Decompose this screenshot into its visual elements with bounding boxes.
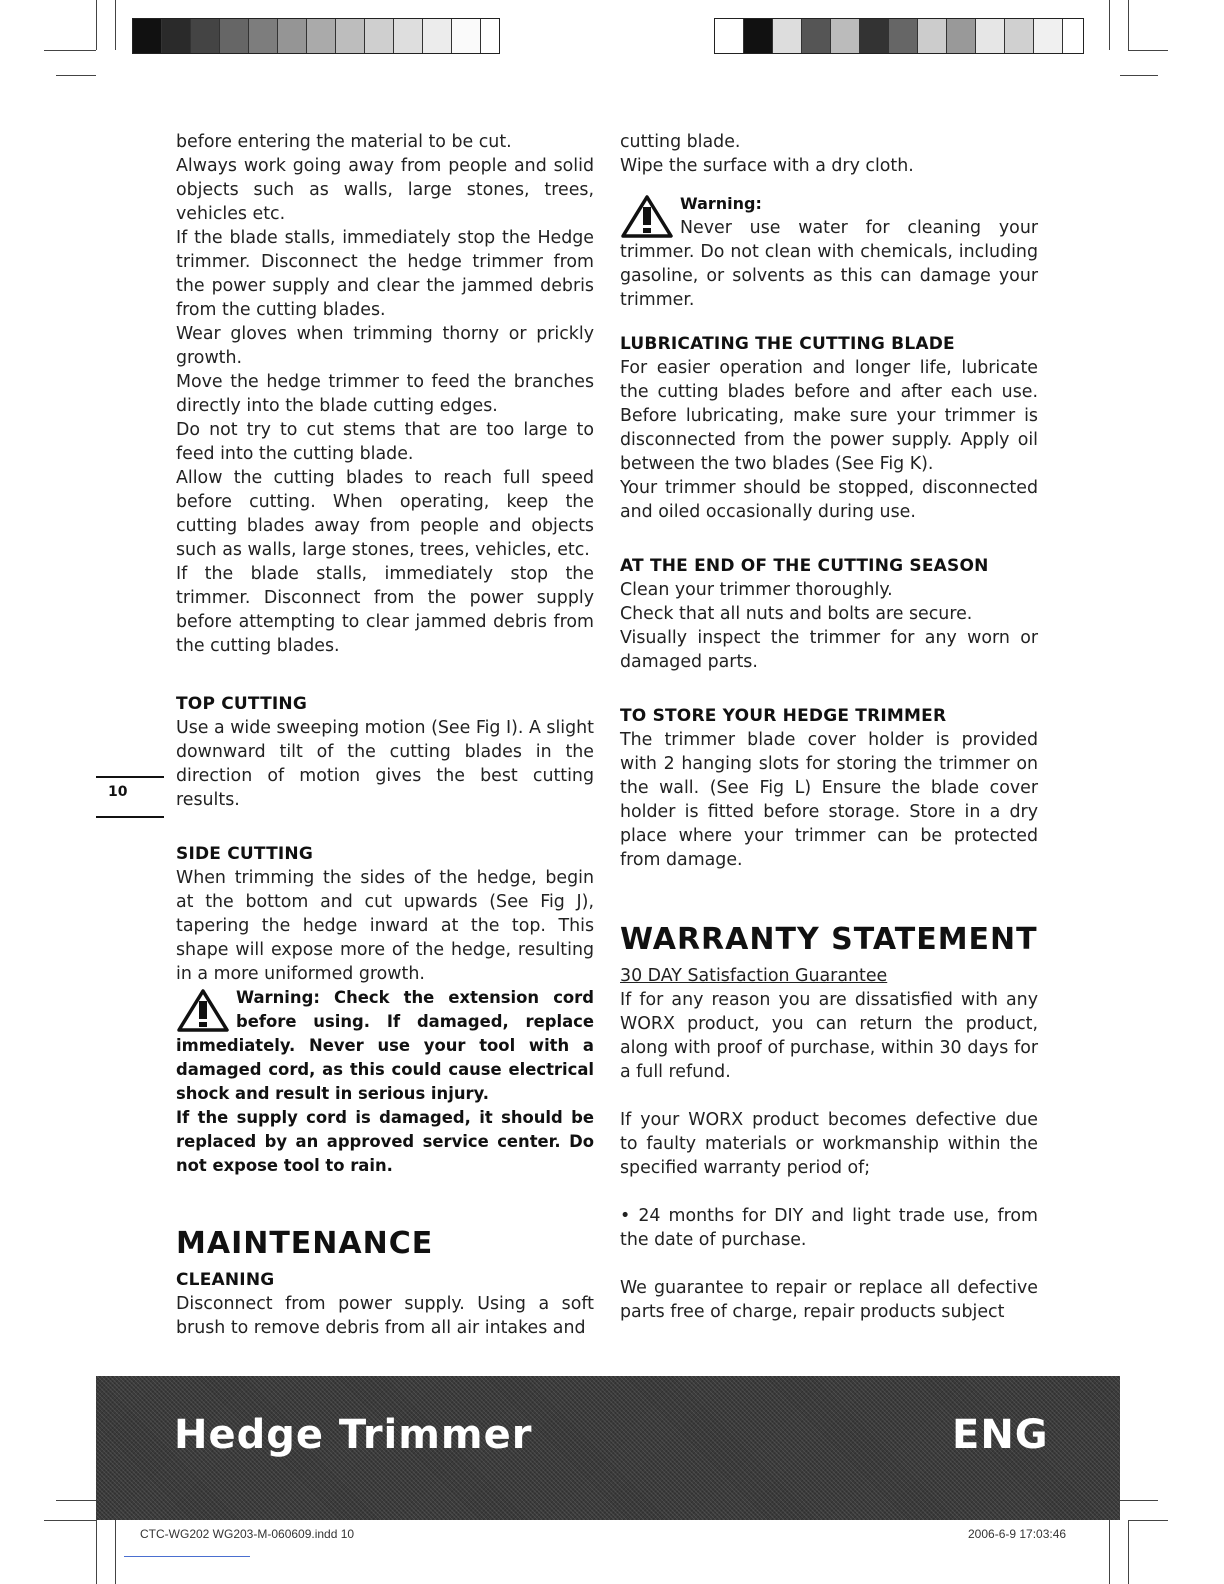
- crop-mark: [1128, 50, 1168, 51]
- crop-mark: [44, 50, 96, 51]
- paragraph: We guarantee to repair or replace all defective parts free of charge, repair products subject: [620, 1278, 1038, 1322]
- page-number-rule: [96, 816, 164, 818]
- left-column: [176, 130, 594, 1340]
- end-of-season-heading: AT THE END OF THE CUTTING SEASON: [620, 556, 989, 576]
- paragraph: If the blade stalls, immediately stop the trimmer. Disconnect from the power supply before attempting to clear jammed debris from the cutting blades.: [176, 564, 594, 656]
- cleaning-warning: [620, 192, 1038, 312]
- crop-mark: [44, 1520, 96, 1521]
- color-bar-right: [714, 18, 1084, 54]
- bullet-item: • 24 months for DIY and light trade use, from the date of purchase.: [620, 1206, 1038, 1250]
- warning-text: If the supply cord is damaged, it should be replaced by an approved service center. Do not expose tool to rain.: [176, 1108, 594, 1175]
- crop-mark: [1109, 0, 1110, 50]
- paragraph: cutting blade.: [620, 132, 741, 152]
- page-number: 10: [108, 784, 128, 800]
- paragraph: Wipe the surface with a dry cloth.: [620, 156, 914, 176]
- crop-mark: [56, 75, 96, 76]
- crop-mark: [1128, 1520, 1168, 1521]
- lubricating-heading: LUBRICATING THE CUTTING BLADE: [620, 334, 955, 354]
- color-bar-left: [132, 18, 500, 54]
- paragraph: When trimming the sides of the hedge, begin at the bottom and cut upwards (See Fig J), tapering the hedge inward at the top. This shape will expose more of the hedge, resulting in a more uniformed growth.: [176, 868, 594, 984]
- paragraph: For easier operation and longer life, lubricate the cutting blades before and after each use. Before lubricating, make sure your trimmer is disconnected from the power supply. Apply oil between the two blades (See Fig K).: [620, 358, 1038, 474]
- extension-cord-warning: [176, 986, 594, 1178]
- crop-mark: [1120, 75, 1158, 76]
- print-slug-date: 2006-6-9 17:03:46: [968, 1527, 1067, 1541]
- store-heading: TO STORE YOUR HEDGE TRIMMER: [620, 706, 947, 726]
- paragraph: Visually inspect the trimmer for any worn or damaged parts.: [620, 628, 1038, 672]
- guarantee-title: 30 DAY Satisfaction Guarantee: [620, 966, 888, 986]
- warning-triangle-icon: [176, 988, 230, 1034]
- paragraph: If the blade stalls, immediately stop the Hedge trimmer. Disconnect the hedge trimmer from the power supply and clear the jammed debris from the cutting blades.: [176, 228, 594, 320]
- warning-text: Warning: Check the extension cord before using. If damaged, replace immediately. Never use your tool with a damaged cord, as this could cause electrical shock and result in serious injury.: [176, 988, 594, 1103]
- crop-mark: [115, 0, 116, 50]
- slug-underline: [124, 1556, 250, 1557]
- paragraph: Move the hedge trimmer to feed the branches directly into the blade cutting edges.: [176, 372, 594, 416]
- crop-mark: [1120, 1500, 1158, 1501]
- right-column: [620, 130, 1038, 1324]
- paragraph: Disconnect from power supply. Using a soft brush to remove debris from all air intakes and: [176, 1294, 594, 1338]
- warranty-heading: WARRANTY STATEMENT: [620, 922, 1038, 957]
- warning-title: Warning:: [680, 194, 762, 213]
- crop-mark: [96, 1520, 97, 1584]
- paragraph: The trimmer blade cover holder is provided with 2 hanging slots for storing the trimmer on the wall. (See Fig L) Ensure the blade cover holder is fitted before storage. Store in a dry place where your trimmer can be protected from damage.: [620, 730, 1038, 870]
- paragraph: Always work going away from people and solid objects such as walls, large stones, trees, vehicles etc.: [176, 156, 594, 224]
- footer-language: ENG: [952, 1412, 1049, 1458]
- maintenance-heading: MAINTENANCE: [176, 1226, 434, 1261]
- paragraph: If for any reason you are dissatisfied with any WORX product, you can return the product, along with proof of purchase, within 30 days for a full refund.: [620, 990, 1038, 1082]
- cleaning-heading: CLEANING: [176, 1270, 275, 1290]
- crop-mark: [115, 1520, 116, 1584]
- paragraph: Check that all nuts and bolts are secure.: [620, 604, 973, 624]
- paragraph: Wear gloves when trimming thorny or prickly growth.: [176, 324, 594, 368]
- crop-mark: [96, 0, 97, 50]
- paragraph: before entering the material to be cut.: [176, 132, 512, 152]
- top-cutting-heading: TOP CUTTING: [176, 694, 307, 714]
- crop-mark: [1128, 1520, 1129, 1584]
- paragraph: If your WORX product becomes defective due to faulty materials or workmanship within the specified warranty period of;: [620, 1110, 1038, 1178]
- print-slug-file: CTC-WG202 WG203-M-060609.indd 10: [140, 1527, 355, 1541]
- crop-mark: [1128, 0, 1129, 50]
- warning-triangle-icon: [620, 194, 674, 240]
- side-cutting-heading: SIDE CUTTING: [176, 844, 313, 864]
- warning-text: Never use water for cleaning your trimmer. Do not clean with chemicals, including gasoline, or solvents as this can damage your trimmer.: [620, 218, 1038, 310]
- crop-mark: [1109, 1520, 1110, 1584]
- paragraph: Your trimmer should be stopped, disconnected and oiled occasionally during use.: [620, 478, 1038, 522]
- paragraph: Clean your trimmer thoroughly.: [620, 580, 893, 600]
- paragraph: Allow the cutting blades to reach full speed before cutting. When operating, keep the cutting blades away from people and objects such as walls, large stones, trees, vehicles, etc.: [176, 468, 594, 560]
- paragraph: Use a wide sweeping motion (See Fig I). A slight downward tilt of the cutting blades in the direction of motion gives the best cutting results.: [176, 718, 594, 810]
- page-number-rule: [96, 776, 164, 778]
- crop-mark: [56, 1500, 96, 1501]
- paragraph: Do not try to cut stems that are too large to feed into the cutting blade.: [176, 420, 594, 464]
- footer-title: Hedge Trimmer: [174, 1412, 533, 1458]
